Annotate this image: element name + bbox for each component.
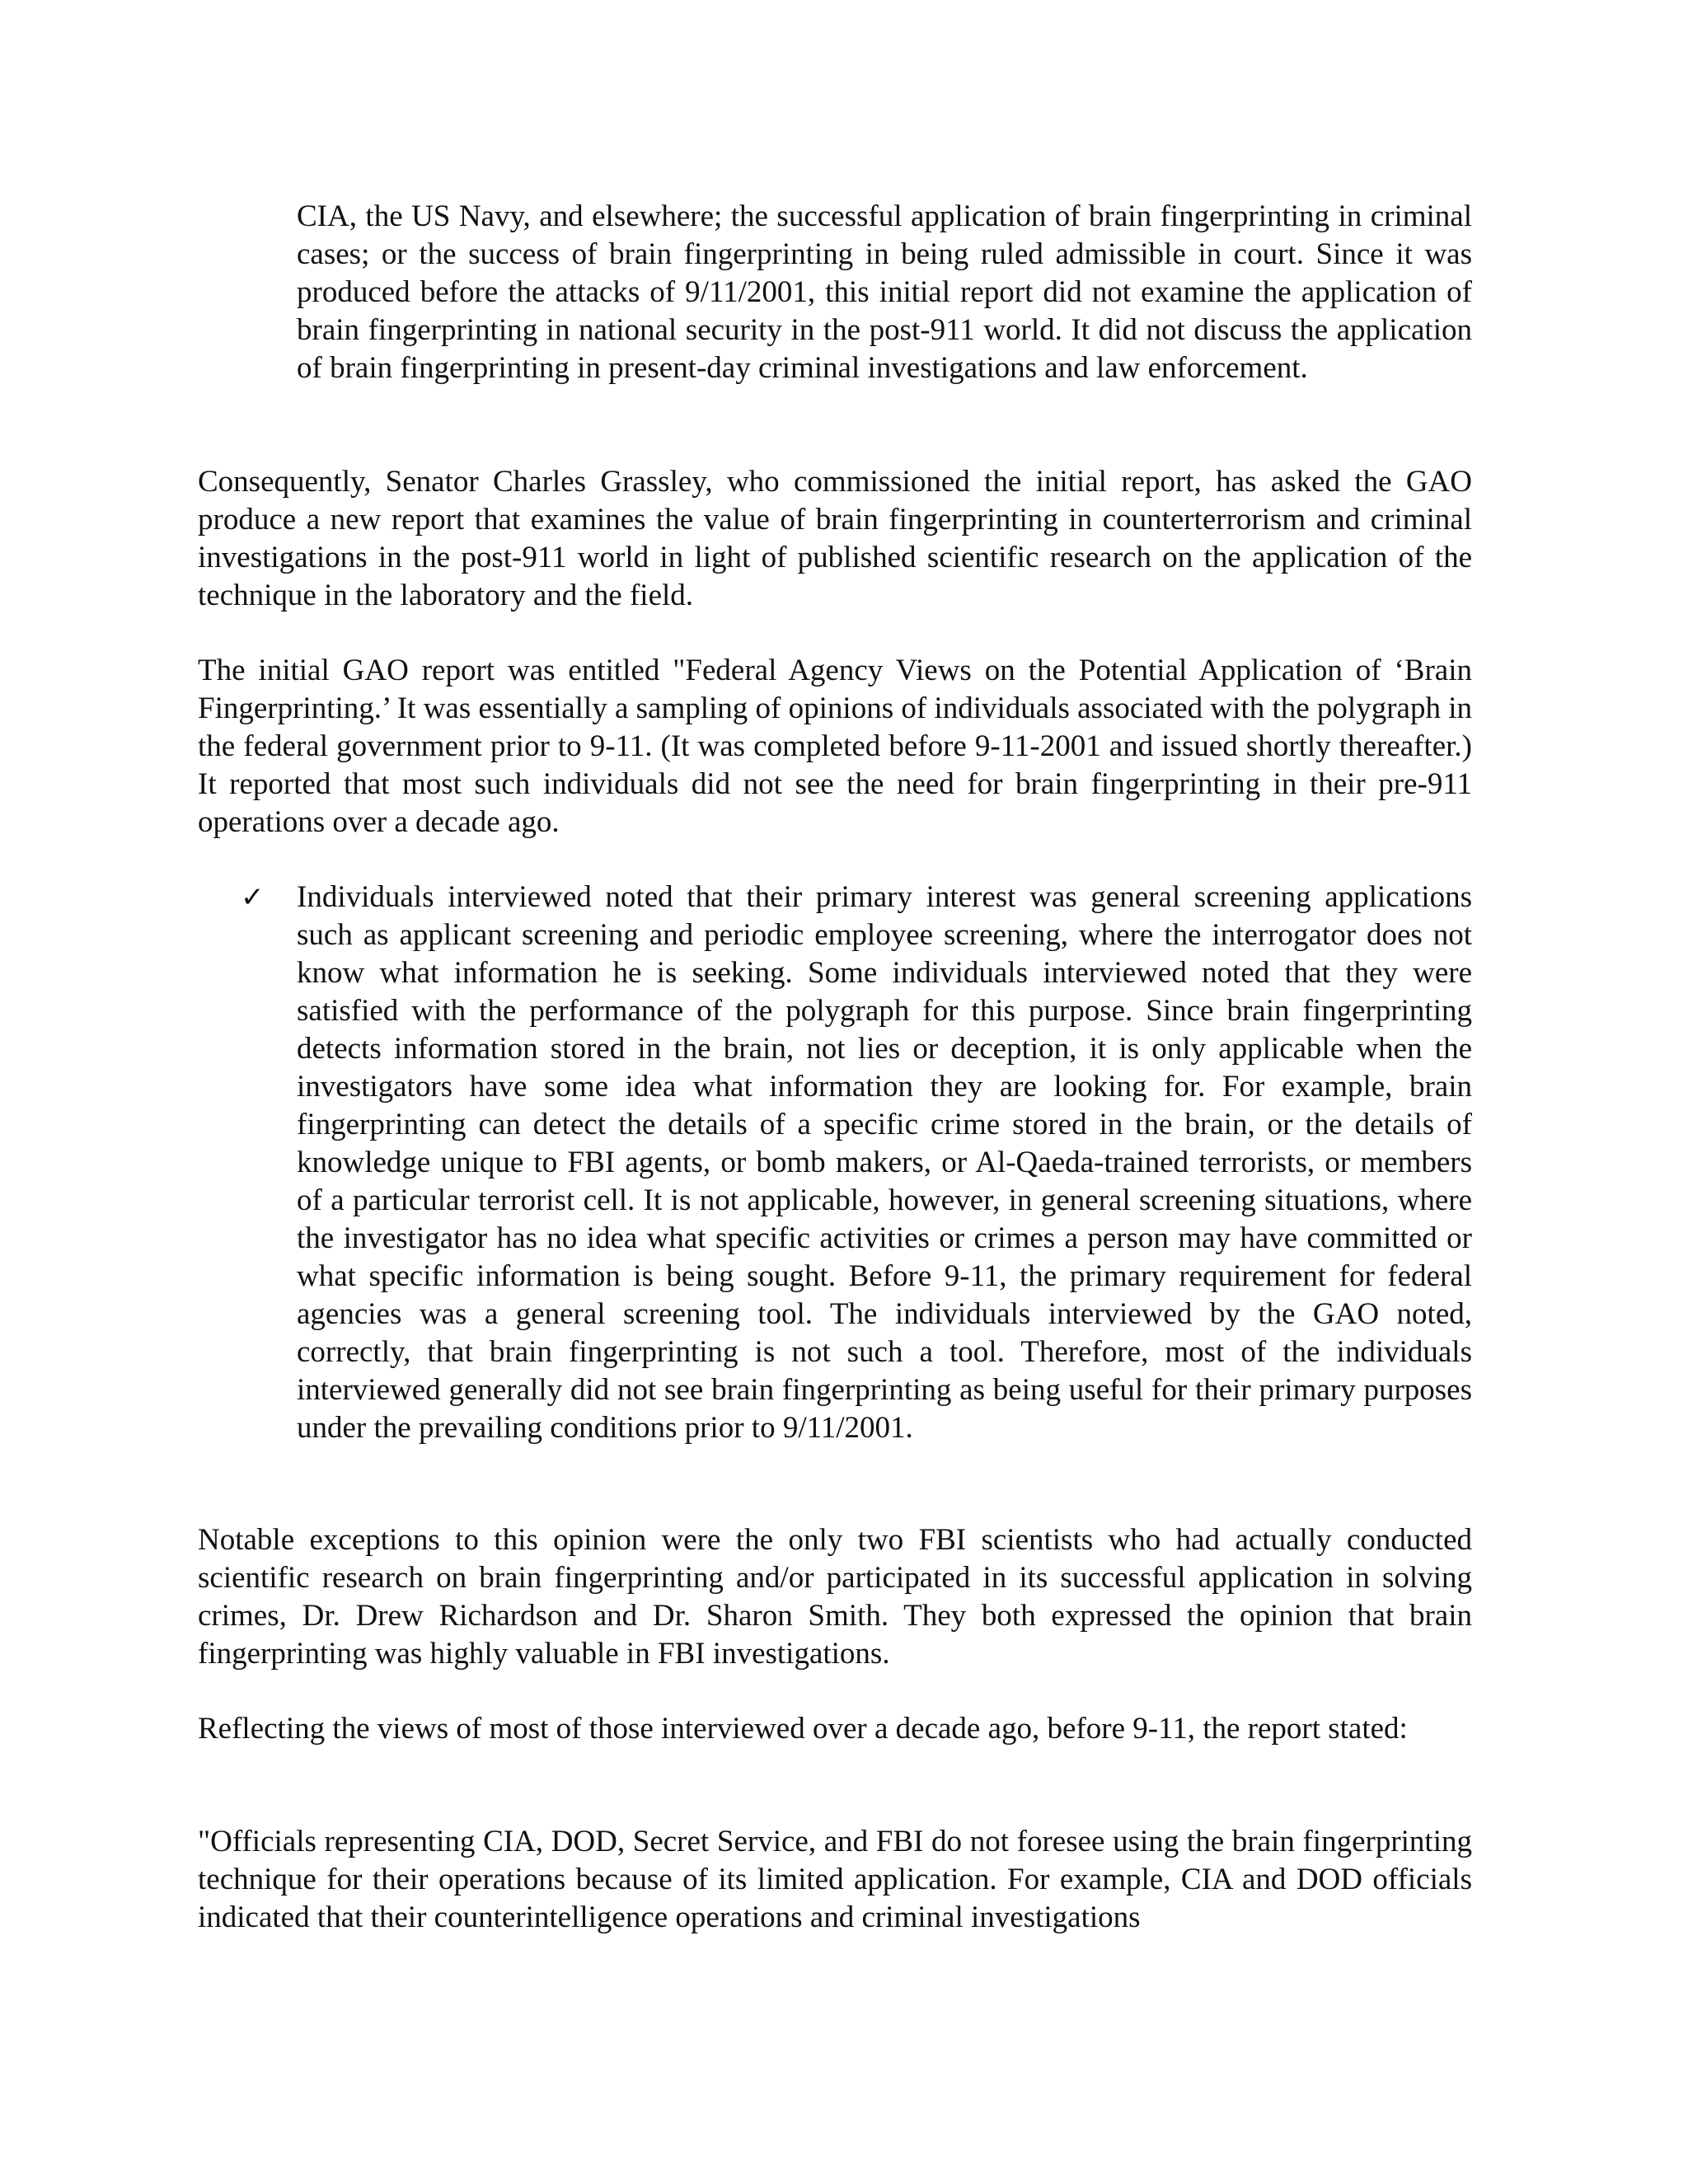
paragraph-report-scope: CIA, the US Navy, and elsewhere; the successful application of brain fingerprinting in criminal cases; or the success of brain fingerprinting in being ruled admissible in court. Since it was produced before the attacks of 9/11/2001, this initial report did not examine the application of brain fingerprinting in national security in the post-911 world. It did not discuss the application of brain fingerprinting in present-day criminal investigations and law enforcement.: [297, 199, 1472, 385]
paragraph-quoted-officials: "Officials representing CIA, DOD, Secret Service, and FBI do not foresee using the brain fingerprinting technique for their operations because of its limited application. For example, CIA and DOD officials indicated that their counterintelligence operations and criminal investigations: [198, 1825, 1472, 1934]
bullet-item-screening-applications: Individuals interviewed noted that their primary interest was general screening applications such as applicant screening and periodic employee screening, where the interrogator does not know what information he is seeking. Some individuals interviewed noted that they were satisfied with the performance of the polygraph for this purpose. Since brain fingerprinting detects information stored in the brain, not lies or deception, it is only applicable when the investigators have some idea what information they are looking for. For example, brain fingerprinting can detect the details of a specific crime stored in the brain, or the details of knowledge unique to FBI agents, or bomb makers, or Al-Qaeda-trained terrorists, or members of a particular terrorist cell. It is not applicable, however, in general screening situations, where the investigator has no idea what specific activities or crimes a person may have committed or what specific information is being sought. Before 9-11, the primary requirement for federal agencies was a general screening tool. The individuals interviewed by the GAO noted, correctly, that brain fingerprinting is not such a tool. Therefore, most of the individuals interviewed generally did not see brain fingerprinting as being useful for their primary purposes under the prevailing conditions prior to 9/11/2001.: [297, 880, 1472, 1445]
paragraph-fbi-exceptions: Notable exceptions to this opinion were the only two FBI scientists who had actually conducted scientific research on brain fingerprinting and/or participated in its successful application in solving crimes, Dr. Drew Richardson and Dr. Sharon Smith. They both expressed the opinion that brain fingerprinting was highly valuable in FBI investigations.: [198, 1523, 1472, 1671]
paragraph-initial-gao-report: The initial GAO report was entitled "Federal Agency Views on the Potential Application of ‘Brain Fingerprinting.’ It was essentially a sampling of opinions of individuals associated with the polygraph in the federal government prior to 9-11. (It was completed before 9-11-2001 and issued shortly thereafter.) It reported that most such individuals did not see the need for brain fingerprinting in their pre-911 operations over a decade ago.: [198, 654, 1472, 839]
paragraph-grassley-request: Consequently, Senator Charles Grassley, who commissioned the initial report, has asked the GAO produce a new report that examines the value of brain fingerprinting in counterterrorism and criminal investigations in the post-911 world in light of published scientific research on the application of the technique in the laboratory and the field.: [198, 465, 1472, 612]
checkmark-bullet-icon: ✓: [241, 881, 265, 914]
paragraph-report-stated: Reflecting the views of most of those interviewed over a decade ago, before 9-11, the report stated:: [198, 1712, 1408, 1746]
